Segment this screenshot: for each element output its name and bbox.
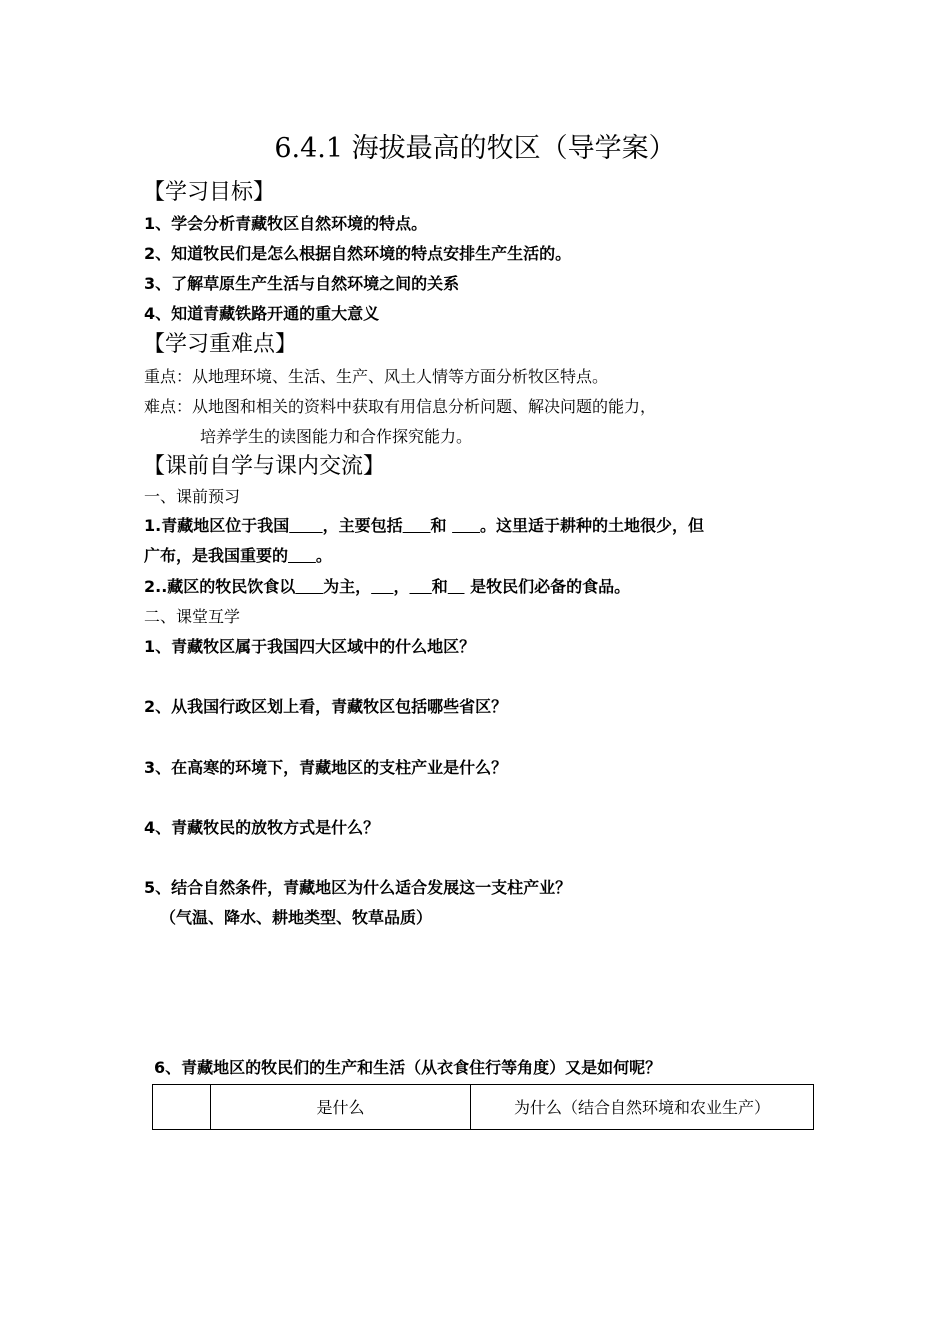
heading-learning-goals: 【学习目标】 bbox=[143, 180, 276, 205]
class-question: 4、青藏牧民的放牧方式是什么？ bbox=[144, 818, 380, 837]
difficult-point-cont: 培养学生的读图能力和合作探究能力。 bbox=[200, 427, 473, 446]
text-seg: 。 bbox=[315, 546, 332, 565]
key-point: 重点：从地理环境、生活、生产、风土人情等方面分析牧区特点。 bbox=[144, 367, 609, 386]
class-question: 3、在高寒的环境下，青藏地区的支柱产业是什么？ bbox=[144, 758, 508, 777]
table-row bbox=[153, 1085, 814, 1130]
text-seg: 1.青藏地区位于我国 bbox=[144, 516, 290, 535]
fill-blank[interactable] bbox=[448, 577, 465, 596]
question-hint: （气温、降水、耕地类型、牧草品质） bbox=[160, 908, 433, 927]
goal-item: 4、知道青藏铁路开通的重大意义 bbox=[144, 304, 380, 323]
fill-blank[interactable] bbox=[295, 577, 323, 596]
difficult-point: 难点：从地图和相关的资料中获取有用信息分析问题、解决问题的能力， bbox=[144, 397, 657, 416]
part2-title: 二、课堂互学 bbox=[144, 607, 241, 626]
table-header-why: 为什么（结合自然环境和农业生产） bbox=[471, 1085, 814, 1130]
class-question: 1、青藏牧区属于我国四大区域中的什么地区？ bbox=[144, 637, 476, 656]
fill-blank[interactable] bbox=[452, 516, 480, 535]
fill-blank[interactable] bbox=[409, 577, 431, 596]
text-seg: 和 bbox=[430, 516, 447, 535]
preview-question-1-cont bbox=[144, 545, 332, 567]
goal-item: 1、学会分析青藏牧区自然环境的特点。 bbox=[144, 214, 428, 233]
table-cell-empty[interactable] bbox=[153, 1085, 211, 1130]
page-title: 6.4.1 海拔最高的牧区（导学案） bbox=[274, 133, 676, 164]
text-seg: 。这里适于耕种的土地很少，但 bbox=[479, 516, 704, 535]
text-seg: 广布，是我国重要的 bbox=[144, 546, 289, 565]
part1-title: 一、课前预习 bbox=[144, 487, 241, 506]
text-seg: 为主， bbox=[323, 577, 372, 596]
heading-self-study: 【课前自学与课内交流】 bbox=[143, 454, 386, 479]
text-seg: 2..藏区的牧民饮食以 bbox=[144, 577, 296, 596]
fill-blank[interactable] bbox=[371, 577, 393, 596]
fill-blank[interactable] bbox=[288, 546, 316, 565]
goal-item: 2、知道牧民们是怎么根据自然环境的特点安排生产生活的。 bbox=[144, 244, 572, 263]
text-seg: ，主要包括 bbox=[322, 516, 403, 535]
text-seg: ， bbox=[393, 577, 410, 596]
class-question: 2、从我国行政区划上看，青藏牧区包括哪些省区？ bbox=[144, 697, 508, 716]
preview-question-2 bbox=[144, 576, 630, 598]
text-seg: 和 bbox=[431, 577, 448, 596]
fill-blank[interactable] bbox=[403, 516, 431, 535]
preview-question-1 bbox=[144, 515, 704, 537]
text-seg: 是牧民们必备的食品。 bbox=[470, 577, 631, 596]
table-header-what: 是什么 bbox=[211, 1085, 471, 1130]
class-question-6: 6、青藏地区的牧民们的生产和生活（从衣食住行等角度）又是如何呢？ bbox=[154, 1058, 662, 1077]
answer-table bbox=[152, 1084, 814, 1130]
heading-key-points: 【学习重难点】 bbox=[143, 332, 298, 357]
class-question: 5、结合自然条件，青藏地区为什么适合发展这一支柱产业？ bbox=[144, 878, 572, 897]
fill-blank[interactable] bbox=[289, 516, 322, 535]
goal-item: 3、了解草原生产生活与自然环境之间的关系 bbox=[144, 274, 460, 293]
